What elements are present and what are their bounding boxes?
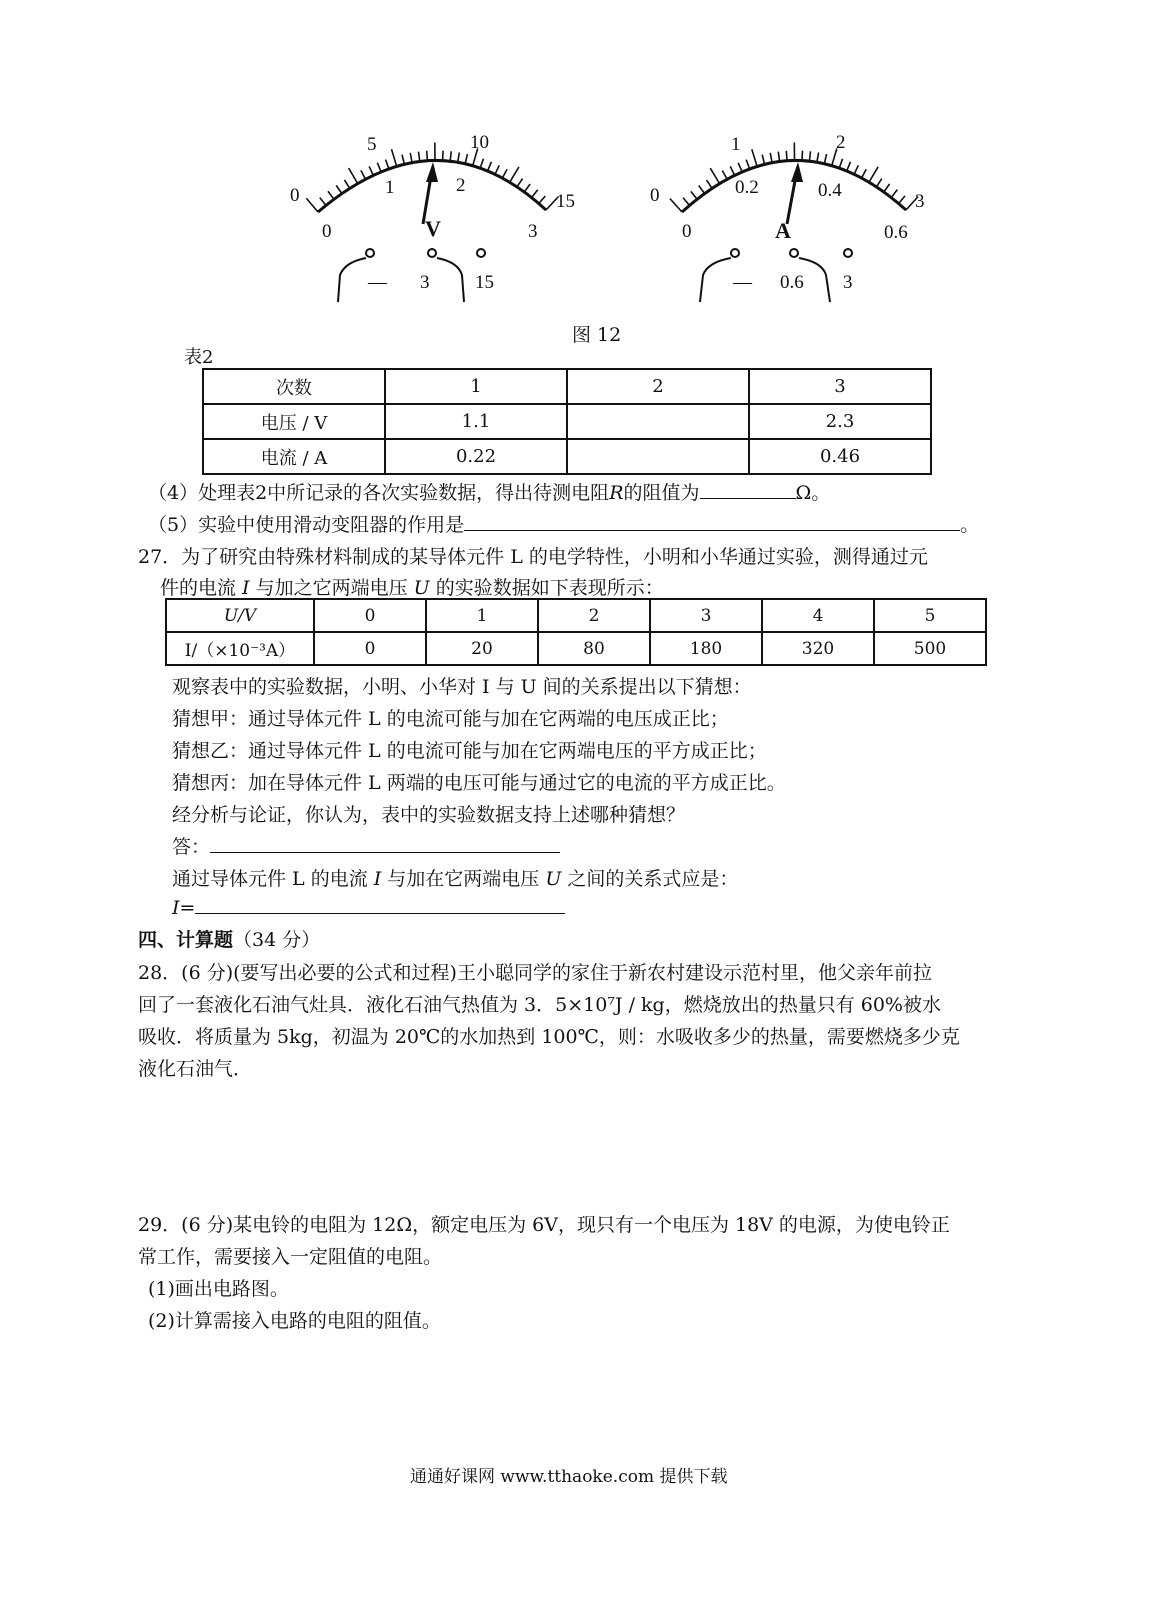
- table-cell: 0: [314, 599, 426, 632]
- table2: [202, 368, 932, 475]
- q28-line: 液化石油气．: [138, 1058, 253, 1080]
- scale-tick: [418, 152, 419, 162]
- figure-caption: 图 12: [572, 324, 622, 346]
- scale-tick: [349, 168, 358, 184]
- table-cell: [567, 404, 749, 439]
- amp-terminal-06: 0.6: [780, 272, 804, 293]
- q29-line: (2)计算需接入电路的电阻的阻值。: [148, 1310, 441, 1332]
- q29-line: (1)画出电路图。: [148, 1278, 289, 1300]
- scale-tick: [670, 199, 682, 212]
- scale-tick: [710, 168, 719, 183]
- scale-tick: [730, 166, 734, 175]
- volt-terminal-3: 3: [420, 272, 430, 293]
- table-cell: 电流 / A: [203, 439, 385, 474]
- table-row: [166, 599, 986, 632]
- scale-tick: [306, 198, 318, 212]
- scale-tick: [691, 191, 697, 199]
- table-cell: 180: [650, 632, 762, 665]
- meter-figure: [0, 0, 1163, 330]
- amp-lower-06: 0.6: [884, 222, 908, 243]
- scale-tick: [891, 190, 897, 198]
- table-cell: 1: [385, 369, 567, 404]
- volt-upper-15: 15: [556, 191, 575, 212]
- scale-tick: [839, 159, 842, 168]
- scale-tick: [524, 184, 530, 192]
- scale-tick: [344, 180, 349, 188]
- q27-table: [165, 598, 987, 666]
- q27-answer: 答：: [172, 832, 560, 859]
- table-cell: 0: [314, 632, 426, 665]
- section-title: 四、计算题（34 分）: [138, 929, 321, 951]
- scale-tick: [699, 186, 705, 194]
- scale-tick: [458, 152, 460, 162]
- scale-tick: [410, 153, 412, 163]
- ammeter: [650, 132, 925, 302]
- scale-tick: [847, 162, 851, 171]
- volt-upper-0: 0: [290, 185, 300, 206]
- scale-tick: [427, 151, 428, 161]
- amp-upper-1: 1: [731, 134, 741, 155]
- q28-line: 回了一套液化石油气灶具．液化石油气热值为 3．5×10⁷J / kg，燃烧放出的热量只有 60%被水: [138, 994, 941, 1016]
- scale-tick: [817, 152, 819, 162]
- scale-tick: [377, 163, 381, 172]
- q26-part5: （5）实验中使用滑动变阻器的作用是 。: [148, 514, 980, 536]
- scale-tick: [361, 170, 366, 179]
- q27-text-line: 猜想丙：加在导体元件 L 两端的电压可能与通过它的电流的平方成正比。: [172, 772, 786, 794]
- amp-upper-3: 3: [915, 191, 925, 212]
- scale-tick: [862, 169, 867, 178]
- scale-tick: [517, 179, 523, 187]
- scale-tick: [539, 196, 546, 204]
- table-cell: 1: [426, 599, 538, 632]
- scale-tick: [392, 149, 397, 166]
- table-cell: 次数: [203, 369, 385, 404]
- q27-relation: 通过导体元件 L 的电流 I 与加在它两端电压 U 之间的关系式应是：: [172, 868, 739, 890]
- scale-tick: [369, 166, 373, 175]
- q27-text-line: 猜想甲：通过导体元件 L 的电流可能与加在它两端的电压成正比；: [172, 708, 729, 730]
- q27-text-line: 猜想乙：通过导体元件 L 的电流可能与加在它两端电压的平方成正比；: [172, 740, 767, 762]
- q27-formula: I=: [172, 895, 565, 919]
- table-cell: 80: [538, 632, 650, 665]
- volt-lower-2: 2: [456, 175, 466, 196]
- scale-tick: [752, 149, 757, 166]
- scale-tick: [770, 153, 772, 163]
- q28-line: 28．(6 分)(要写出必要的公式和过程)王小聪同学的家住于新农村建设示范村里，他父亲年前拉: [138, 962, 932, 984]
- scale-tick: [899, 196, 905, 204]
- page-footer: 通通好课网 www.tthaoke.com 提供下载: [410, 1467, 728, 1487]
- table-cell: 2: [567, 369, 749, 404]
- scale-tick: [510, 167, 519, 182]
- table-cell: 1.1: [385, 404, 567, 439]
- volt-upper-5: 5: [367, 134, 377, 155]
- scale-tick: [450, 151, 451, 161]
- scale-tick: [443, 151, 444, 161]
- scale-tick: [502, 169, 507, 178]
- table2-title: 表2: [184, 347, 214, 368]
- scale-tick: [884, 184, 890, 192]
- table-header-u: U/V: [166, 599, 314, 632]
- scale-tick: [320, 198, 326, 206]
- scale-tick: [746, 160, 749, 169]
- q28-line: 吸收．将质量为 5kg，初温为 20℃的水加热到 100℃，则：水吸收多少的热量，需要燃烧多少克: [138, 1026, 960, 1048]
- q27-text-line: 观察表中的实验数据，小明、小华对 I 与 U 间的关系提出以下猜想：: [172, 676, 752, 698]
- table-cell: 3: [650, 599, 762, 632]
- table-cell: 3: [749, 369, 931, 404]
- table-row: [203, 404, 931, 439]
- amp-upper-2: 2: [836, 132, 846, 153]
- table-cell: 500: [874, 632, 986, 665]
- table-cell: 4: [762, 599, 874, 632]
- q26-part4: （4）处理表2中所记录的各次实验数据，得出待测电阻R的阻值为 Ω。: [148, 482, 831, 504]
- table-cell: 0.22: [385, 439, 567, 474]
- scale-tick: [738, 163, 742, 172]
- amp-lower-0: 0: [682, 221, 692, 242]
- scale-tick: [802, 151, 803, 161]
- amp-unit: A: [775, 218, 791, 243]
- volt-unit: V: [425, 216, 441, 241]
- table-cell: 2: [538, 599, 650, 632]
- q29-line: 常工作，需要接入一定阻值的电阻。: [138, 1246, 443, 1268]
- q27-line1: 27．为了研究由特殊材料制成的某导体元件 L 的电学特性，小明和小华通过实验，测得通过元: [138, 546, 928, 568]
- scale-tick: [480, 159, 483, 168]
- scale-tick: [809, 151, 810, 161]
- scale-tick: [532, 190, 538, 198]
- table-cell: 20: [426, 632, 538, 665]
- table-cell: 5: [874, 599, 986, 632]
- volt-terminal-neg: —: [368, 272, 387, 293]
- table-header-i: I/（×10⁻³A）: [166, 632, 314, 665]
- table-row: [203, 439, 931, 474]
- scale-tick: [876, 179, 881, 187]
- table-row: [166, 632, 986, 665]
- q27-text-line: 经分析与论证，你认为，表中的实验数据支持上述哪种猜想？: [172, 804, 686, 826]
- table-row: [203, 369, 931, 404]
- scale-tick: [465, 154, 467, 164]
- scale-tick: [786, 151, 787, 161]
- table-cell: 2.3: [749, 404, 931, 439]
- scale-tick: [778, 152, 779, 162]
- q29-line: 29．(6 分)某电铃的电阻为 12Ω，额定电压为 6V，现只有一个电压为 18V 的电源，为使电铃正: [138, 1214, 950, 1236]
- scale-tick: [869, 167, 878, 182]
- scale-tick: [722, 171, 727, 180]
- volt-lower-1: 1: [385, 177, 395, 198]
- amp-terminal-neg: —: [733, 272, 752, 293]
- scale-tick: [336, 185, 342, 193]
- scale-tick: [762, 155, 764, 165]
- scale-tick: [402, 155, 404, 165]
- amp-lower-02: 0.2: [735, 177, 759, 198]
- volt-terminal-15: 15: [475, 272, 494, 293]
- scale-tick: [386, 160, 389, 169]
- table-cell: 0.46: [749, 439, 931, 474]
- scale-tick: [495, 165, 499, 174]
- volt-lower-0: 0: [322, 221, 332, 242]
- q27-line2: 件的电流 I 与加之它两端电压 U 的实验数据如下表现所示：: [160, 577, 664, 599]
- scale-tick: [328, 191, 334, 199]
- scale-tick: [854, 165, 858, 174]
- scale-tick: [488, 162, 492, 171]
- scale-tick: [683, 198, 689, 206]
- amp-upper-0: 0: [650, 185, 660, 206]
- volt-upper-10: 10: [470, 132, 489, 153]
- table-cell: 320: [762, 632, 874, 665]
- voltmeter: [290, 132, 575, 302]
- scale-tick: [707, 180, 713, 188]
- table-cell: 电压 / V: [203, 404, 385, 439]
- amp-terminal-3: 3: [843, 272, 853, 293]
- scale-tick: [824, 154, 826, 164]
- table-cell: [567, 439, 749, 474]
- amp-lower-04: 0.4: [818, 180, 842, 201]
- volt-lower-3: 3: [528, 221, 538, 242]
